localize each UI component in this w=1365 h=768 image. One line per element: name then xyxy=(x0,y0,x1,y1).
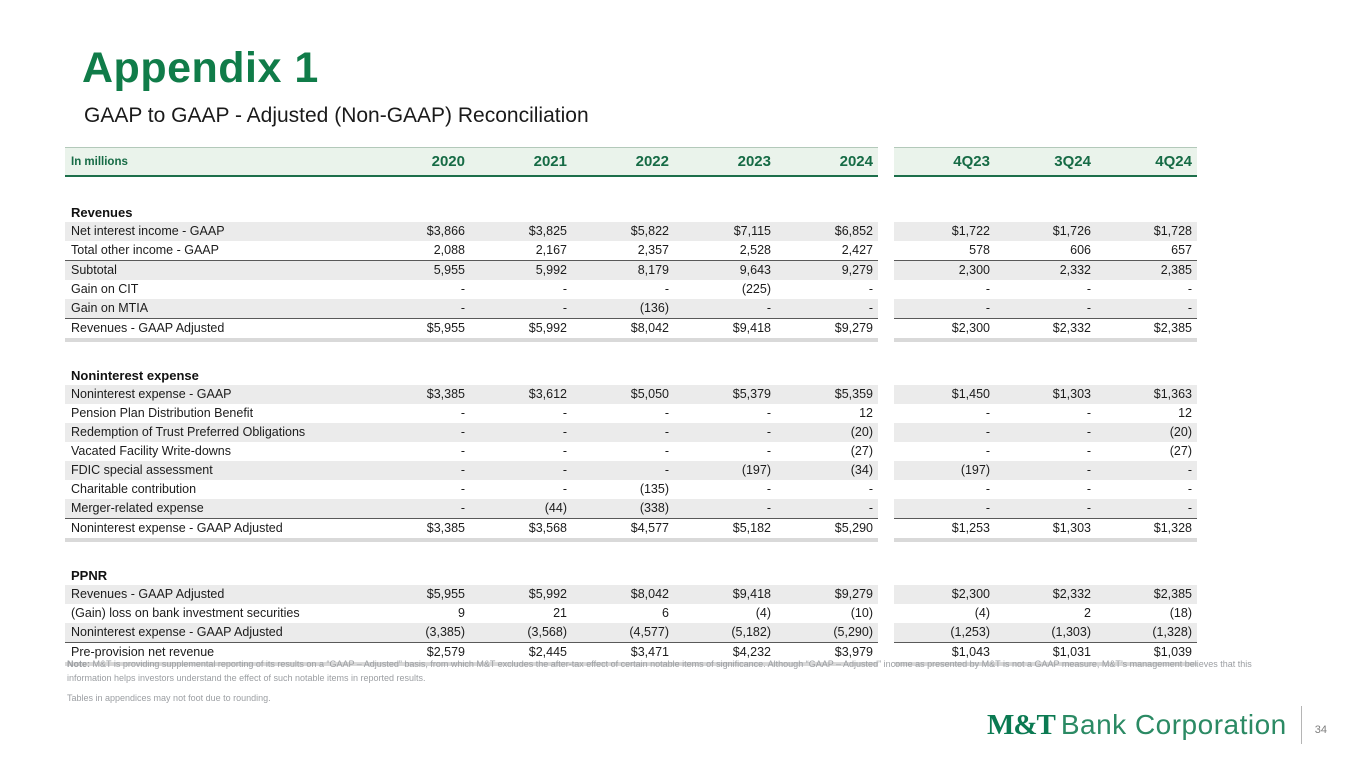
value-cell: $2,332 xyxy=(995,318,1096,342)
value-cell: (34) xyxy=(776,461,878,480)
column-gutter xyxy=(878,147,894,177)
table-unit-label: In millions xyxy=(65,147,368,177)
value-cell: (3,568) xyxy=(470,623,572,642)
value-cell: (4) xyxy=(755,606,771,620)
value-cell: (1,328) xyxy=(1096,623,1197,642)
value-cell: $5,359 xyxy=(776,385,878,404)
value-cell: - xyxy=(1086,406,1091,420)
row-label: Pension Plan Distribution Benefit xyxy=(71,406,254,420)
value-cell: - xyxy=(1096,461,1197,480)
value-cell: - xyxy=(562,482,567,496)
column-header-2021: 2021 xyxy=(470,147,572,177)
value-cell: - xyxy=(1187,482,1192,496)
value-cell: - xyxy=(674,423,776,442)
value-cell: - xyxy=(995,423,1096,442)
column-gutter xyxy=(878,280,894,299)
table-row xyxy=(65,222,1197,241)
column-gutter xyxy=(878,585,894,604)
value-cell: $5,379 xyxy=(674,385,776,404)
reconciliation-table-container xyxy=(65,147,1197,666)
row-label: Revenues - GAAP Adjusted xyxy=(65,585,368,604)
value-cell: 2,385 xyxy=(1096,260,1197,280)
value-cell: - xyxy=(985,482,990,496)
value-cell: - xyxy=(562,406,567,420)
column-gutter xyxy=(878,241,894,260)
value-cell: - xyxy=(868,282,873,296)
value-cell: - xyxy=(776,499,878,518)
value-cell: $5,182 xyxy=(674,518,776,542)
value-cell: $1,726 xyxy=(995,222,1096,241)
value-cell: (5,290) xyxy=(776,623,878,642)
table-row xyxy=(65,299,1197,318)
value-cell: - xyxy=(368,461,470,480)
value-cell: 2,300 xyxy=(894,260,995,280)
table-row xyxy=(65,518,1197,542)
value-cell: $9,279 xyxy=(776,318,878,342)
section-header-row xyxy=(65,199,1197,222)
column-gutter xyxy=(878,442,894,461)
row-label: Vacated Facility Write-downs xyxy=(71,444,232,458)
value-cell: $1,722 xyxy=(894,222,995,241)
value-cell: $4,577 xyxy=(572,518,674,542)
value-cell: - xyxy=(995,499,1096,518)
value-cell: $2,579 xyxy=(368,642,470,666)
row-spacer xyxy=(65,177,1197,199)
value-cell: $1,363 xyxy=(1096,385,1197,404)
table-row xyxy=(65,260,1197,280)
table-row xyxy=(65,480,1197,499)
value-cell: $3,385 xyxy=(368,385,470,404)
value-cell: - xyxy=(985,444,990,458)
value-cell: $3,825 xyxy=(470,222,572,241)
value-cell: 2,167 xyxy=(535,243,567,257)
value-cell: - xyxy=(470,299,572,318)
value-cell: $1,728 xyxy=(1096,222,1197,241)
page-number: 34 xyxy=(1314,724,1327,736)
value-cell: $5,992 xyxy=(470,318,572,342)
value-cell: - xyxy=(868,482,873,496)
value-cell: $9,418 xyxy=(674,585,776,604)
value-cell: (338) xyxy=(572,499,674,518)
value-cell: (18) xyxy=(1169,606,1192,620)
value-cell: - xyxy=(776,299,878,318)
value-cell: (136) xyxy=(572,299,674,318)
value-cell: - xyxy=(1096,499,1197,518)
table-row xyxy=(65,318,1197,342)
value-cell: 6 xyxy=(662,606,669,620)
value-cell: - xyxy=(1086,444,1091,458)
row-label: Gain on MTIA xyxy=(65,299,368,318)
row-label: Merger-related expense xyxy=(65,499,368,518)
value-cell: 5,992 xyxy=(470,260,572,280)
value-cell: - xyxy=(985,406,990,420)
column-gutter xyxy=(878,423,894,442)
value-cell: $2,300 xyxy=(894,318,995,342)
reconciliation-table xyxy=(65,147,1197,666)
table-row xyxy=(65,604,1197,623)
value-cell: - xyxy=(664,282,669,296)
value-cell: - xyxy=(674,499,776,518)
column-header-2020: 2020 xyxy=(368,147,470,177)
value-cell: $5,822 xyxy=(572,222,674,241)
row-label: Noninterest expense - GAAP Adjusted xyxy=(65,623,368,642)
row-label: Subtotal xyxy=(65,260,368,280)
value-cell: - xyxy=(1096,299,1197,318)
value-cell: - xyxy=(985,282,990,296)
value-cell: (197) xyxy=(674,461,776,480)
value-cell: - xyxy=(460,482,465,496)
row-label: Total other income - GAAP xyxy=(71,243,219,257)
value-cell: (27) xyxy=(1169,444,1192,458)
value-cell: - xyxy=(995,299,1096,318)
column-header-2024: 2024 xyxy=(776,147,878,177)
mt-logo-text: Bank Corporation xyxy=(1060,709,1287,740)
value-cell: (20) xyxy=(1096,423,1197,442)
value-cell: 2,357 xyxy=(637,243,669,257)
value-cell: $5,290 xyxy=(776,518,878,542)
note-paragraph xyxy=(67,658,1283,685)
value-cell: - xyxy=(1086,282,1091,296)
value-cell: $1,328 xyxy=(1096,518,1197,542)
value-cell: 2,528 xyxy=(739,243,771,257)
value-cell: 5,955 xyxy=(368,260,470,280)
rounding-footnote: Tables in appendices may not foot due to rounding. xyxy=(67,693,271,703)
row-label: Revenues - GAAP Adjusted xyxy=(65,318,368,342)
table-row xyxy=(65,241,1197,260)
value-cell: - xyxy=(894,499,995,518)
value-cell: 2,088 xyxy=(433,243,465,257)
value-cell: - xyxy=(470,461,572,480)
value-cell: 9,279 xyxy=(776,260,878,280)
value-cell: (3,385) xyxy=(368,623,470,642)
value-cell: - xyxy=(894,423,995,442)
value-cell: (135) xyxy=(639,482,669,496)
value-cell: 2,332 xyxy=(995,260,1096,280)
column-gutter xyxy=(878,623,894,642)
row-label: Noninterest expense - GAAP xyxy=(65,385,368,404)
value-cell: $2,445 xyxy=(470,642,572,666)
column-header-2023: 2023 xyxy=(674,147,776,177)
row-label: Gain on CIT xyxy=(71,282,139,296)
value-cell: - xyxy=(562,282,567,296)
column-gutter xyxy=(878,480,894,499)
section-header-row xyxy=(65,362,1197,385)
value-cell: $5,050 xyxy=(572,385,674,404)
value-cell: $3,866 xyxy=(368,222,470,241)
value-cell: (5,182) xyxy=(674,623,776,642)
value-cell: 12 xyxy=(1178,406,1192,420)
value-cell: $9,418 xyxy=(674,318,776,342)
table-row xyxy=(65,442,1197,461)
row-label: Pre-provision net revenue xyxy=(65,642,368,666)
value-cell: 9 xyxy=(458,606,465,620)
row-label: (Gain) loss on bank investment securities xyxy=(71,606,300,620)
value-cell: $8,042 xyxy=(572,585,674,604)
footer-divider xyxy=(1301,706,1302,744)
value-cell: - xyxy=(470,423,572,442)
value-cell: 21 xyxy=(553,606,567,620)
column-gutter xyxy=(878,604,894,623)
row-label: Net interest income - GAAP xyxy=(65,222,368,241)
table-row xyxy=(65,585,1197,604)
value-cell: - xyxy=(562,444,567,458)
value-cell: $1,043 xyxy=(894,642,995,666)
value-cell: - xyxy=(766,444,771,458)
value-cell: (20) xyxy=(776,423,878,442)
value-cell: - xyxy=(460,444,465,458)
value-cell: $5,955 xyxy=(368,585,470,604)
value-cell: 12 xyxy=(859,406,873,420)
row-spacer-cell xyxy=(65,542,1197,562)
row-label: FDIC special assessment xyxy=(65,461,368,480)
value-cell: $6,852 xyxy=(776,222,878,241)
table-header-row xyxy=(65,147,1197,177)
value-cell: - xyxy=(1187,282,1192,296)
value-cell: $8,042 xyxy=(572,318,674,342)
table-row xyxy=(65,623,1197,642)
value-cell: (27) xyxy=(850,444,873,458)
value-cell: $1,039 xyxy=(1096,642,1197,666)
page-title: Appendix 1 xyxy=(82,44,319,92)
page-subtitle: GAAP to GAAP - Adjusted (Non-GAAP) Reconciliation xyxy=(84,104,589,127)
section-header: Noninterest expense xyxy=(71,368,199,383)
value-cell: - xyxy=(664,406,669,420)
column-gutter xyxy=(878,260,894,280)
value-cell: (4) xyxy=(974,606,990,620)
section-header: Revenues xyxy=(71,205,133,220)
column-gutter xyxy=(878,299,894,318)
value-cell: 8,179 xyxy=(572,260,674,280)
table-row xyxy=(65,280,1197,299)
value-cell: $3,471 xyxy=(572,642,674,666)
value-cell: $2,300 xyxy=(894,585,995,604)
value-cell: (4,577) xyxy=(572,623,674,642)
value-cell: - xyxy=(368,499,470,518)
column-header-2022: 2022 xyxy=(572,147,674,177)
value-cell: $5,955 xyxy=(368,318,470,342)
value-cell: $3,385 xyxy=(368,518,470,542)
value-cell: 2 xyxy=(1084,606,1091,620)
row-spacer-cell xyxy=(65,177,1197,199)
value-cell: - xyxy=(766,406,771,420)
row-label: Charitable contribution xyxy=(71,482,197,496)
value-cell: - xyxy=(572,461,674,480)
value-cell: $1,450 xyxy=(894,385,995,404)
row-spacer xyxy=(65,342,1197,362)
column-header-4Q23: 4Q23 xyxy=(894,147,995,177)
row-label: Noninterest expense - GAAP Adjusted xyxy=(65,518,368,542)
note-body: M&T is providing supplemental reporting of its results on a “GAAP – Adjusted” basis, from which M&T excludes the after-tax effect of certain notable items of significance. Although “GAAP – Adjusted” income as presented by M&T is not a GAAP measure, M&T’s management believes that this information helps investors understand the effect of such notable items in reported results. xyxy=(67,659,1252,683)
value-cell: - xyxy=(368,299,470,318)
value-cell: $1,253 xyxy=(894,518,995,542)
column-gutter xyxy=(878,385,894,404)
value-cell: 2,427 xyxy=(841,243,873,257)
value-cell: 657 xyxy=(1171,243,1192,257)
column-gutter xyxy=(878,499,894,518)
footer xyxy=(987,706,1327,744)
section-header: PPNR xyxy=(71,568,108,583)
value-cell: $3,979 xyxy=(776,642,878,666)
column-header-4Q24: 4Q24 xyxy=(1096,147,1197,177)
value-cell: $9,279 xyxy=(776,585,878,604)
value-cell: $3,612 xyxy=(470,385,572,404)
value-cell: - xyxy=(995,461,1096,480)
value-cell: 578 xyxy=(969,243,990,257)
column-gutter xyxy=(878,518,894,542)
section-header-row xyxy=(65,562,1197,585)
value-cell: $2,385 xyxy=(1096,318,1197,342)
value-cell: - xyxy=(460,406,465,420)
value-cell: $2,332 xyxy=(995,585,1096,604)
value-cell: (10) xyxy=(850,606,873,620)
value-cell: - xyxy=(460,282,465,296)
value-cell: - xyxy=(766,482,771,496)
value-cell: $5,992 xyxy=(470,585,572,604)
value-cell: (197) xyxy=(894,461,995,480)
table-row xyxy=(65,385,1197,404)
value-cell: $3,568 xyxy=(470,518,572,542)
value-cell: 606 xyxy=(1070,243,1091,257)
value-cell: - xyxy=(368,423,470,442)
value-cell: (225) xyxy=(741,282,771,296)
value-cell: $1,303 xyxy=(995,518,1096,542)
table-row xyxy=(65,404,1197,423)
column-gutter xyxy=(878,461,894,480)
row-label: Redemption of Trust Preferred Obligations xyxy=(65,423,368,442)
column-gutter xyxy=(878,222,894,241)
row-spacer-cell xyxy=(65,342,1197,362)
column-header-3Q24: 3Q24 xyxy=(995,147,1096,177)
value-cell: $1,031 xyxy=(995,642,1096,666)
value-cell: (1,303) xyxy=(995,623,1096,642)
table-row xyxy=(65,499,1197,518)
footnotes xyxy=(67,658,1283,706)
mt-logo: M&T xyxy=(986,708,1055,741)
value-cell: - xyxy=(572,423,674,442)
value-cell: $2,385 xyxy=(1096,585,1197,604)
value-cell: $4,232 xyxy=(674,642,776,666)
column-gutter xyxy=(878,318,894,342)
value-cell: - xyxy=(1086,482,1091,496)
note-label: Note: xyxy=(67,659,90,669)
table-row xyxy=(65,461,1197,480)
value-cell: $7,115 xyxy=(674,222,776,241)
row-spacer xyxy=(65,542,1197,562)
value-cell: (44) xyxy=(470,499,572,518)
value-cell: $1,303 xyxy=(995,385,1096,404)
value-cell: - xyxy=(664,444,669,458)
value-cell: - xyxy=(894,299,995,318)
value-cell: 9,643 xyxy=(674,260,776,280)
column-gutter xyxy=(878,404,894,423)
value-cell: - xyxy=(674,299,776,318)
table-row xyxy=(65,423,1197,442)
value-cell: (1,253) xyxy=(894,623,995,642)
